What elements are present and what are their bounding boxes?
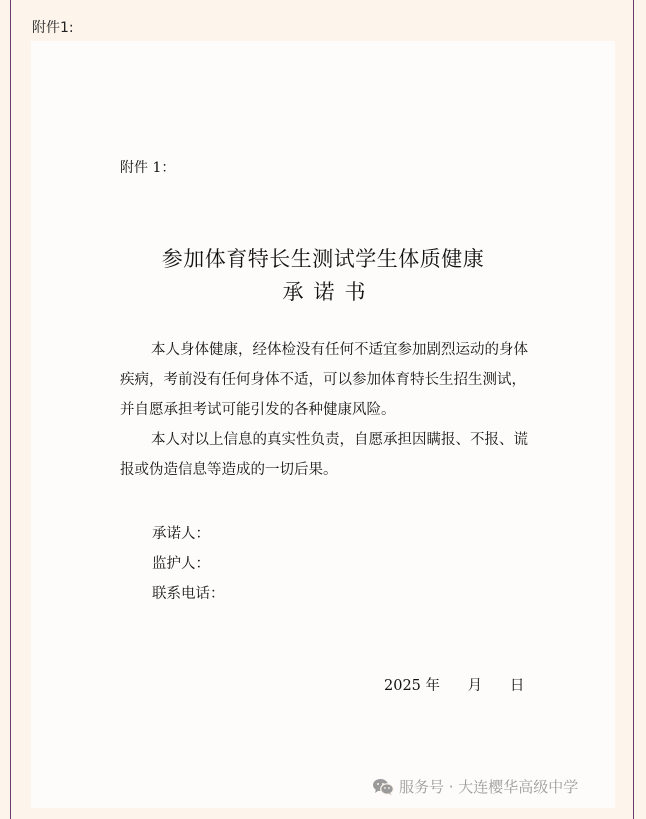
commitment-paragraph-1: 本人身体健康，经体检没有任何不适宜参加剧烈运动的身体疾病，考前没有任何身体不适，可以参加体育特长生招生测试，并自愿承担考试可能引发的各种健康风险。	[120, 342, 528, 418]
guardian-label: 监护人：	[152, 556, 210, 572]
document-page	[31, 41, 615, 808]
document-title-line1: 参加体育特长生测试学生体质健康	[161, 247, 485, 271]
frame-border-right	[633, 0, 634, 819]
wechat-watermark	[372, 776, 578, 797]
watermark-text: 服务号 · 大连樱华高级中学	[399, 778, 579, 796]
commitment-paragraph-2: 本人对以上信息的真实性负责，自愿承担因瞒报、不报、谎报或伪造信息等造成的一切后果。	[120, 432, 528, 478]
document-title-line2: 承诺书	[282, 280, 376, 304]
phone-label: 联系电话：	[152, 586, 225, 602]
attachment-header-label: 附件1:	[32, 20, 74, 36]
wechat-icon	[372, 778, 394, 796]
document-attachment-label: 附件 1：	[120, 160, 176, 176]
frame-border-left	[10, 0, 11, 819]
signature-date: 2025 年 月 日	[384, 678, 525, 694]
signer-label: 承诺人：	[152, 526, 210, 542]
